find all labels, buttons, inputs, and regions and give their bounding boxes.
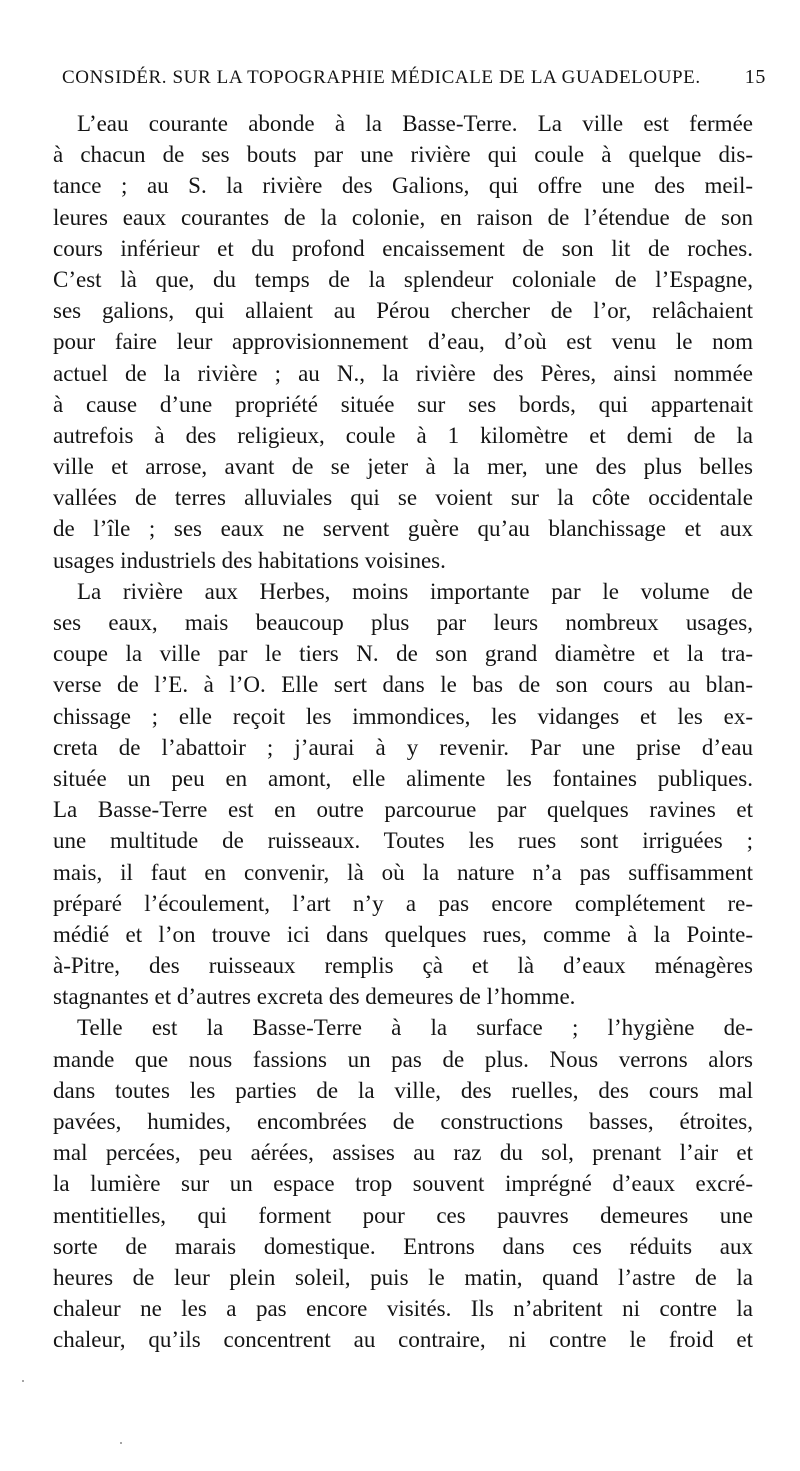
text-line: cours inférieur et du profond encaissement de son lit de roches. <box>53 235 753 261</box>
text-line: La Basse-Terre est en outre parcourue par quelques ravines et <box>53 797 753 823</box>
text-line: creta de l’abattoir ; j’aurai à y revenir. Par une prise d’eau <box>53 734 753 760</box>
text-line: préparé l’écoulement, l’art n’y a pas encore complétement re- <box>53 890 753 916</box>
text-line: médié et l’on trouve ici dans quelques rues, comme à la Pointe- <box>53 921 753 947</box>
text-line: coupe la ville par le tiers N. de son grand diamètre et la tra- <box>53 641 753 667</box>
text-line: C’est là que, du temps de la splendeur coloniale de l’Espagne, <box>53 266 753 292</box>
text-line: à chacun de ses bouts par une rivière qui coule à quelque dis- <box>53 142 753 168</box>
text-line: située un peu en amont, elle alimente les fontaines publiques. <box>53 765 753 791</box>
running-head <box>62 66 766 96</box>
text-line: verse de l’E. à l’O. Elle sert dans le bas de son cours au blan- <box>53 672 753 698</box>
text-line: mande que nous fassions un pas de plus. Nous verrons alors <box>53 1046 753 1072</box>
text-line: de l’île ; ses eaux ne servent guère qu’au blanchissage et aux <box>53 516 753 542</box>
text-line: usages industriels des habitations voisines. <box>53 547 446 573</box>
text-line: pour faire leur approvisionnement d’eau, d’où est venu le nom <box>53 329 753 355</box>
text-line: dans toutes les parties de la ville, des ruelles, des cours mal <box>53 1077 753 1103</box>
paper-speck <box>120 1442 122 1444</box>
text-line: ville et arrose, avant de se jeter à la mer, une des plus belles <box>53 454 753 480</box>
text-line: mal percées, peu aérées, assises au raz du sol, prenant l’air et <box>53 1140 753 1166</box>
text-line: pavées, humides, encombrées de constructions basses, étroites, <box>53 1109 753 1134</box>
paper-speck <box>22 1380 24 1382</box>
text-line: stagnantes et d’autres excreta des demeures de l’homme. <box>53 984 576 1010</box>
text-line: ses galions, qui allaient au Pérou chercher de l’or, relâchaient <box>53 298 753 324</box>
text-line: chissage ; elle reçoit les immondices, les vidanges et les ex- <box>53 703 753 729</box>
text-line: chaleur, qu’ils concentrent au contraire, ni contre le froid et <box>53 1327 753 1353</box>
text-line: à-Pitre, des ruisseaux remplis çà et là d’eaux ménagères <box>53 953 753 979</box>
text-line: la lumière sur un espace trop souvent imprégné d’eaux excré- <box>53 1171 753 1197</box>
text-line: une multitude de ruisseaux. Toutes les rues sont irriguées ; <box>53 828 753 854</box>
text-line: tance ; au S. la rivière des Galions, qui offre une des meil- <box>53 173 753 199</box>
text-line: La rivière aux Herbes, moins importante par le volume de <box>77 578 753 604</box>
text-line: mentitielles, qui forment pour ces pauvres demeures une <box>53 1202 753 1228</box>
running-head-title: CONSIDÉR. SUR LA TOPOGRAPHIE MÉDICALE DE LA GUADELOUPE. <box>62 67 701 88</box>
page-number: 15 <box>744 66 766 88</box>
text-line: ses eaux, mais beaucoup plus par leurs nombreux usages, <box>53 610 753 635</box>
text-line: Telle est la Basse-Terre à la surface ; l’hygiène de- <box>77 1015 753 1041</box>
text-line: chaleur ne les a pas encore visités. Ils n’abritent ni contre la <box>53 1296 753 1322</box>
text-line: sorte de marais domestique. Entrons dans ces réduits aux <box>53 1233 753 1259</box>
text-line: vallées de terres alluviales qui se voient sur la côte occidentale <box>53 485 753 511</box>
text-line: autrefois à des religieux, coule à 1 kilomètre et demi de la <box>53 422 753 448</box>
text-line: mais, il faut en convenir, là où la nature n’a pas suffisamment <box>53 859 753 885</box>
text-line: actuel de la rivière ; au N., la rivière des Pères, ainsi nommée <box>53 360 753 386</box>
text-line: L’eau courante abonde à la Basse-Terre. La ville est fermée <box>77 111 753 136</box>
text-line: leures eaux courantes de la colonie, en raison de l’étendue de son <box>53 204 753 230</box>
body-text <box>53 108 753 1356</box>
text-line: à cause d’une propriété située sur ses bords, qui appartenait <box>53 391 753 417</box>
text-line: heures de leur plein soleil, puis le matin, quand l’astre de la <box>53 1264 753 1290</box>
